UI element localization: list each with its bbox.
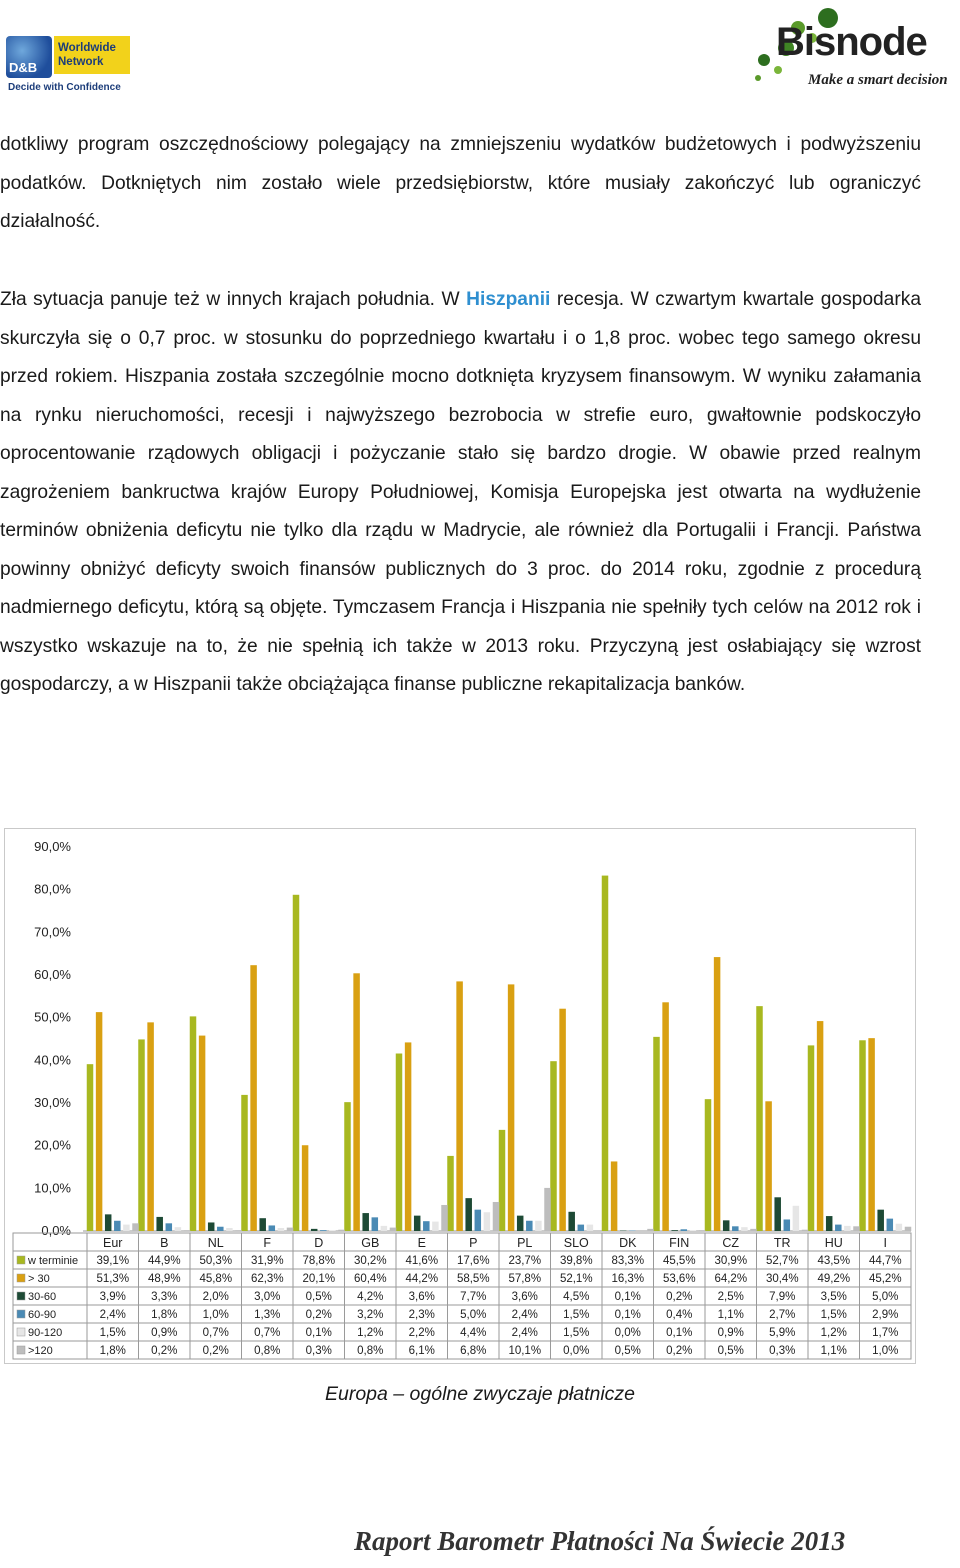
bar--120-FIN [699,1230,706,1231]
data-label: 39,8% [559,1255,593,1267]
bar-90-120-HU [844,1226,851,1231]
bar-90-120-P [484,1212,491,1231]
bar--30-DK [611,1161,618,1231]
data-label: 1,8% [99,1345,126,1357]
bisnode-tagline: Make a smart decision [808,72,948,88]
data-label: 6,1% [408,1345,435,1357]
data-label: 0,1% [305,1327,332,1339]
data-label: 45,8% [199,1273,233,1285]
bar-90-120-F [278,1228,285,1231]
data-label: 23,7% [508,1255,542,1267]
category-label: SLO [563,1236,589,1250]
bar-90-120-Eur [123,1225,129,1231]
data-label: 10,1% [508,1345,542,1357]
data-label: 3,5% [820,1291,847,1303]
bar-30-60-F [259,1218,266,1231]
bar-60-90-TR [784,1219,791,1231]
bar-60-90-FIN [681,1229,688,1231]
bar--120-NL [235,1230,242,1231]
dnb-logo [6,36,130,98]
paragraph-1 [0,126,921,242]
bar-30-60-P [465,1198,472,1231]
bar-30-60-PL [517,1216,524,1231]
y-tick-label: 10,0% [34,1180,71,1196]
data-label: 0,2% [151,1345,178,1357]
bar--30-SLO [559,1009,566,1231]
data-label: 52,1% [559,1273,593,1285]
data-label: 0,8% [357,1345,384,1357]
y-tick-label: 40,0% [34,1052,71,1068]
bar--30-NL [199,1036,206,1231]
category-label: HU [824,1236,843,1250]
bar-30-60-TR [774,1197,781,1231]
bar-30-60-NL [208,1222,215,1231]
bar-w-terminie-TR [756,1006,763,1231]
data-label: 0,1% [614,1309,641,1321]
category-label: CZ [722,1236,740,1250]
data-label: 2,3% [408,1309,435,1321]
bar-w-terminie-F [241,1095,248,1231]
bar-w-terminie-SLO [550,1061,557,1231]
data-label: 2,0% [202,1291,229,1303]
bar-30-60-I [877,1210,884,1231]
chart-svg [5,829,915,1363]
data-label: 17,6% [456,1255,490,1267]
bar-60-90-CZ [732,1226,739,1231]
bar-w-terminie-CZ [705,1099,712,1231]
data-label: 39,1% [96,1255,130,1267]
data-label: 1,8% [151,1309,178,1321]
y-tick-label: 90,0% [34,839,71,854]
data-label: 3,9% [99,1291,126,1303]
dnb-mark: D&B [9,60,38,75]
category-label: DK [619,1236,637,1250]
data-label: 3,6% [511,1291,538,1303]
legend-label: w terminie [28,1255,79,1267]
bar-60-90-HU [835,1225,842,1231]
data-label: 0,2% [666,1291,693,1303]
bar-90-120-GB [381,1226,388,1231]
data-label: 3,2% [357,1309,384,1321]
bar-w-terminie-NL [190,1016,197,1231]
bar-w-terminie-B [138,1039,145,1231]
bar-30-60-GB [362,1213,369,1231]
data-label: 0,5% [717,1345,744,1357]
dnb-globe-icon [6,36,52,78]
data-label: 31,9% [250,1255,284,1267]
bar--30-HU [817,1021,824,1231]
bar-w-terminie-DK [602,876,609,1231]
category-label: TR [773,1236,791,1250]
bar-30-60-HU [826,1216,833,1231]
data-label: 3,3% [151,1291,178,1303]
bar-w-terminie-Eur [87,1064,94,1231]
bar--120-TR [802,1230,809,1231]
category-label: NL [207,1236,224,1250]
category-label: B [160,1236,169,1250]
y-tick-label: 80,0% [34,881,71,897]
data-label: 6,8% [460,1345,487,1357]
data-label: 2,4% [511,1309,538,1321]
data-label: 1,1% [717,1309,744,1321]
bisnode-name: Bisnode [776,20,927,64]
data-label: 43,5% [817,1255,851,1267]
bar--30-D [302,1145,309,1231]
data-label: 62,3% [250,1273,284,1285]
data-label: 2,2% [408,1327,435,1339]
data-label: 0,3% [305,1345,332,1357]
y-tick-label: 60,0% [34,967,71,982]
legend-label: >120 [28,1345,53,1357]
dnb-tagline: Decide with Confidence [8,82,121,93]
data-label: 5,9% [769,1327,796,1339]
bar--120-E [441,1205,448,1231]
bar--30-I [868,1038,875,1231]
data-label: 83,3% [611,1255,645,1267]
y-tick-label: 20,0% [34,1137,71,1153]
figure-caption: Europa – ogólne zwyczaje płatnicze [324,1383,636,1405]
data-label: 16,3% [611,1273,645,1285]
bar-60-90-B [166,1223,173,1231]
bar-90-120-SLO [587,1225,594,1231]
bar-60-90-P [475,1210,482,1231]
category-label: PL [517,1236,533,1250]
data-label: 52,7% [765,1255,799,1267]
data-label: 1,5% [99,1327,126,1339]
data-label: 0,2% [666,1345,693,1357]
dnb-network-line2: Network [58,56,104,68]
data-label: 45,2% [868,1273,902,1285]
bar--30-PL [508,984,514,1231]
bar--120-B [184,1230,191,1231]
data-label: 41,6% [405,1255,439,1267]
data-label: 60,4% [353,1273,387,1285]
bar--30-TR [765,1101,772,1231]
legend-label: 60-90 [28,1309,57,1321]
data-label: 1,1% [820,1345,847,1357]
bar--120-I [905,1227,912,1231]
category-label: GB [361,1236,380,1250]
page-header [0,0,960,110]
bisnode-logo [752,6,958,98]
data-label: 3,0% [254,1291,281,1303]
bar--30-E [405,1042,412,1231]
y-tick-label: 30,0% [34,1095,71,1110]
data-label: 30,4% [765,1273,799,1285]
bar-60-90-PL [526,1221,533,1231]
data-label: 0,7% [202,1327,229,1339]
data-label: 0,5% [614,1345,641,1357]
data-label: 1,0% [202,1309,229,1321]
category-label: I [883,1236,887,1250]
data-label: 53,6% [662,1273,696,1285]
bar-90-120-I [896,1224,903,1231]
data-label: 57,8% [508,1273,542,1285]
data-label: 1,2% [820,1327,847,1339]
bar-30-60-D [311,1229,318,1231]
bar-60-90-GB [372,1217,379,1231]
bar--30-CZ [714,957,721,1231]
bar-90-120-E [432,1222,439,1231]
legend-label: 90-120 [28,1327,63,1339]
bar-30-60-B [156,1217,163,1231]
legend-swatch-60-90 [17,1310,25,1318]
bar--30-GB [353,973,360,1231]
data-label: 49,2% [817,1273,851,1285]
data-label: 30,2% [353,1255,387,1267]
data-label: 48,9% [147,1273,181,1285]
data-label: 58,5% [456,1273,490,1285]
bar--120-P [493,1202,500,1231]
dnb-network-line1: Worldwide [58,42,116,54]
legend-swatch-w-terminie [17,1256,25,1264]
y-tick-label: 50,0% [34,1009,71,1025]
category-label: FIN [669,1236,690,1250]
data-label: 2,5% [717,1291,744,1303]
bar-30-60-CZ [723,1220,730,1231]
data-label: 1,5% [563,1327,590,1339]
bar--30-B [147,1022,154,1231]
bar--120-GB [390,1228,397,1231]
bar-w-terminie-I [859,1040,866,1231]
category-label: E [417,1236,426,1250]
bar-90-120-PL [535,1221,542,1231]
bar-30-60-Eur [105,1214,112,1231]
bar--120-PL [544,1188,551,1231]
paragraph-2 [0,281,921,705]
bar--120-HU [853,1226,860,1231]
bar-60-90-Eur [114,1221,121,1231]
paragraph-1-text: dotkliwy program oszczędnościowy polegający na zmniejszeniu wydatków budżetowych i podwyższeniu podatków. Dotkniętych nim zostało wiele przedsiębiorstw, które musiały zakończyć lub ograniczyć działalność. [0,134,921,232]
bar-90-120-TR [793,1206,800,1231]
legend-swatch-30-60 [17,1292,25,1300]
data-label: 1,5% [820,1309,847,1321]
data-label: 2,4% [511,1327,538,1339]
bar-30-60-FIN [671,1230,678,1231]
legend-swatch-90-120 [17,1328,25,1336]
data-label: 3,6% [408,1291,435,1303]
bar--30-FIN [662,1002,669,1231]
payment-habits-chart [4,828,916,1364]
data-label: 50,3% [199,1255,233,1267]
data-label: 1,2% [357,1327,384,1339]
bar-w-terminie-P [447,1156,454,1231]
legend-swatch--30 [17,1274,25,1282]
data-label: 2,4% [99,1309,126,1321]
legend-label: > 30 [28,1273,50,1285]
bar-w-terminie-FIN [653,1037,660,1231]
paragraph-2-before: Zła sytuacja panuje też w innych krajach południa. W [0,289,467,310]
data-label: 0,2% [202,1345,229,1357]
data-label: 1,7% [872,1327,899,1339]
data-label: 1,3% [254,1309,281,1321]
data-label: 5,0% [872,1291,899,1303]
legend-label: 30-60 [28,1291,57,1303]
data-label: 64,2% [714,1273,748,1285]
data-label: 0,0% [614,1327,641,1339]
data-label: 30,9% [714,1255,748,1267]
data-label: 4,2% [357,1291,384,1303]
bar--30-F [250,965,257,1231]
bar--120-F [287,1228,294,1231]
data-label: 44,2% [405,1273,439,1285]
bar-w-terminie-D [293,895,300,1231]
data-label: 0,9% [151,1327,178,1339]
paragraph-2-highlight: Hiszpanii [466,289,551,310]
footer-title: Raport Barometr Płatności Na Świecie 2013 [354,1526,846,1556]
dnb-network-badge [54,36,130,74]
bar--30-P [456,981,463,1231]
data-label: 4,4% [460,1327,487,1339]
bar--30-Eur [96,1012,103,1231]
category-label: F [263,1236,272,1250]
data-label: 0,5% [305,1291,332,1303]
bar-90-120-NL [226,1228,233,1231]
bar--120-DK [647,1229,654,1231]
data-label: 44,9% [147,1255,181,1267]
paragraph-2-after: recesja. W czwartym kwartale gospodarka skurczyła się o 0,7 proc. w stosunku do poprzedniego kwartału i o 1,8 proc. wobec tego samego okresu przed rokiem. Hiszpania została szczególnie mocno dotknięta kryzysem finansowym. W wyniku załamania na rynku nieruchomości, recesji i najwyższego bezrobocia w strefie euro, gwałtownie podskoczyło oprocentowanie rządowych obligacji i pożyczanie stało się bardzo drogie. W obawie przed realnym zagrożeniem bankructwa krajów Europy Południowej, Komisja Europejska jest otwarta na wydłużenie terminów obniżenia deficytu nie tylko dla rządu w Madrycie, ale również dla Portugalii i Francji. Państwa powinny obniżyć deficyty swoich finansów publicznych do 3 proc. do 2014 roku, zgodnie z procedurą nadmiernego deficytu, którą są objęte. Tymczasem Francja i Hiszpania nie spełniły tych celów na 2012 rok i wszystko wskazuje na to, że nie spełnią ich także w 2013 roku. Przyczyną jest osłabiający się wzrost gospodarczy, a w Hiszpanii także obciążająca finanse publiczne rekapitalizacja banków. [0,289,921,695]
category-label: D [314,1236,324,1250]
data-label: 78,8% [302,1255,336,1267]
data-label: 51,3% [96,1273,130,1285]
data-label: 0,0% [563,1345,590,1357]
category-label: P [469,1236,478,1250]
bar-60-90-F [269,1225,276,1231]
data-label: 0,2% [305,1309,332,1321]
bar--120-D [338,1230,345,1231]
data-label: 0,7% [254,1327,281,1339]
data-label: 2,9% [872,1309,899,1321]
data-label: 7,9% [769,1291,796,1303]
bar-w-terminie-PL [499,1130,506,1231]
y-tick-label: 70,0% [34,924,71,940]
data-label: 0,8% [254,1345,281,1357]
bar--120-Eur [132,1223,139,1231]
bar-w-terminie-E [396,1054,403,1231]
bar-60-90-E [423,1221,430,1231]
data-label: 0,1% [666,1327,693,1339]
data-label: 1,5% [563,1309,590,1321]
data-label: 1,0% [872,1345,899,1357]
paragraph-2-text [0,281,921,705]
bar-60-90-D [320,1230,327,1231]
data-label: 45,5% [662,1255,696,1267]
bar-60-90-NL [217,1227,224,1231]
bar-90-120-B [175,1227,182,1231]
data-label: 0,4% [666,1309,693,1321]
data-label: 2,7% [769,1309,796,1321]
bar-60-90-SLO [578,1225,585,1231]
data-label: 7,7% [460,1291,487,1303]
category-label: Eur [103,1236,123,1250]
bar-w-terminie-HU [808,1045,815,1231]
bar-30-60-E [414,1216,421,1231]
data-label: 20,1% [302,1273,336,1285]
bar-60-90-I [887,1219,894,1231]
bar-w-terminie-GB [344,1102,351,1231]
bar--120-CZ [750,1229,757,1231]
bar-90-120-CZ [741,1227,748,1231]
data-label: 4,5% [563,1291,590,1303]
legend-swatch--120 [17,1346,25,1354]
bar-30-60-SLO [568,1212,575,1231]
data-label: 5,0% [460,1309,487,1321]
data-label: 0,3% [769,1345,796,1357]
data-label: 0,1% [614,1291,641,1303]
y-tick-label: 0,0% [41,1223,71,1238]
data-label: 0,9% [717,1327,744,1339]
data-label: 44,7% [868,1255,902,1267]
